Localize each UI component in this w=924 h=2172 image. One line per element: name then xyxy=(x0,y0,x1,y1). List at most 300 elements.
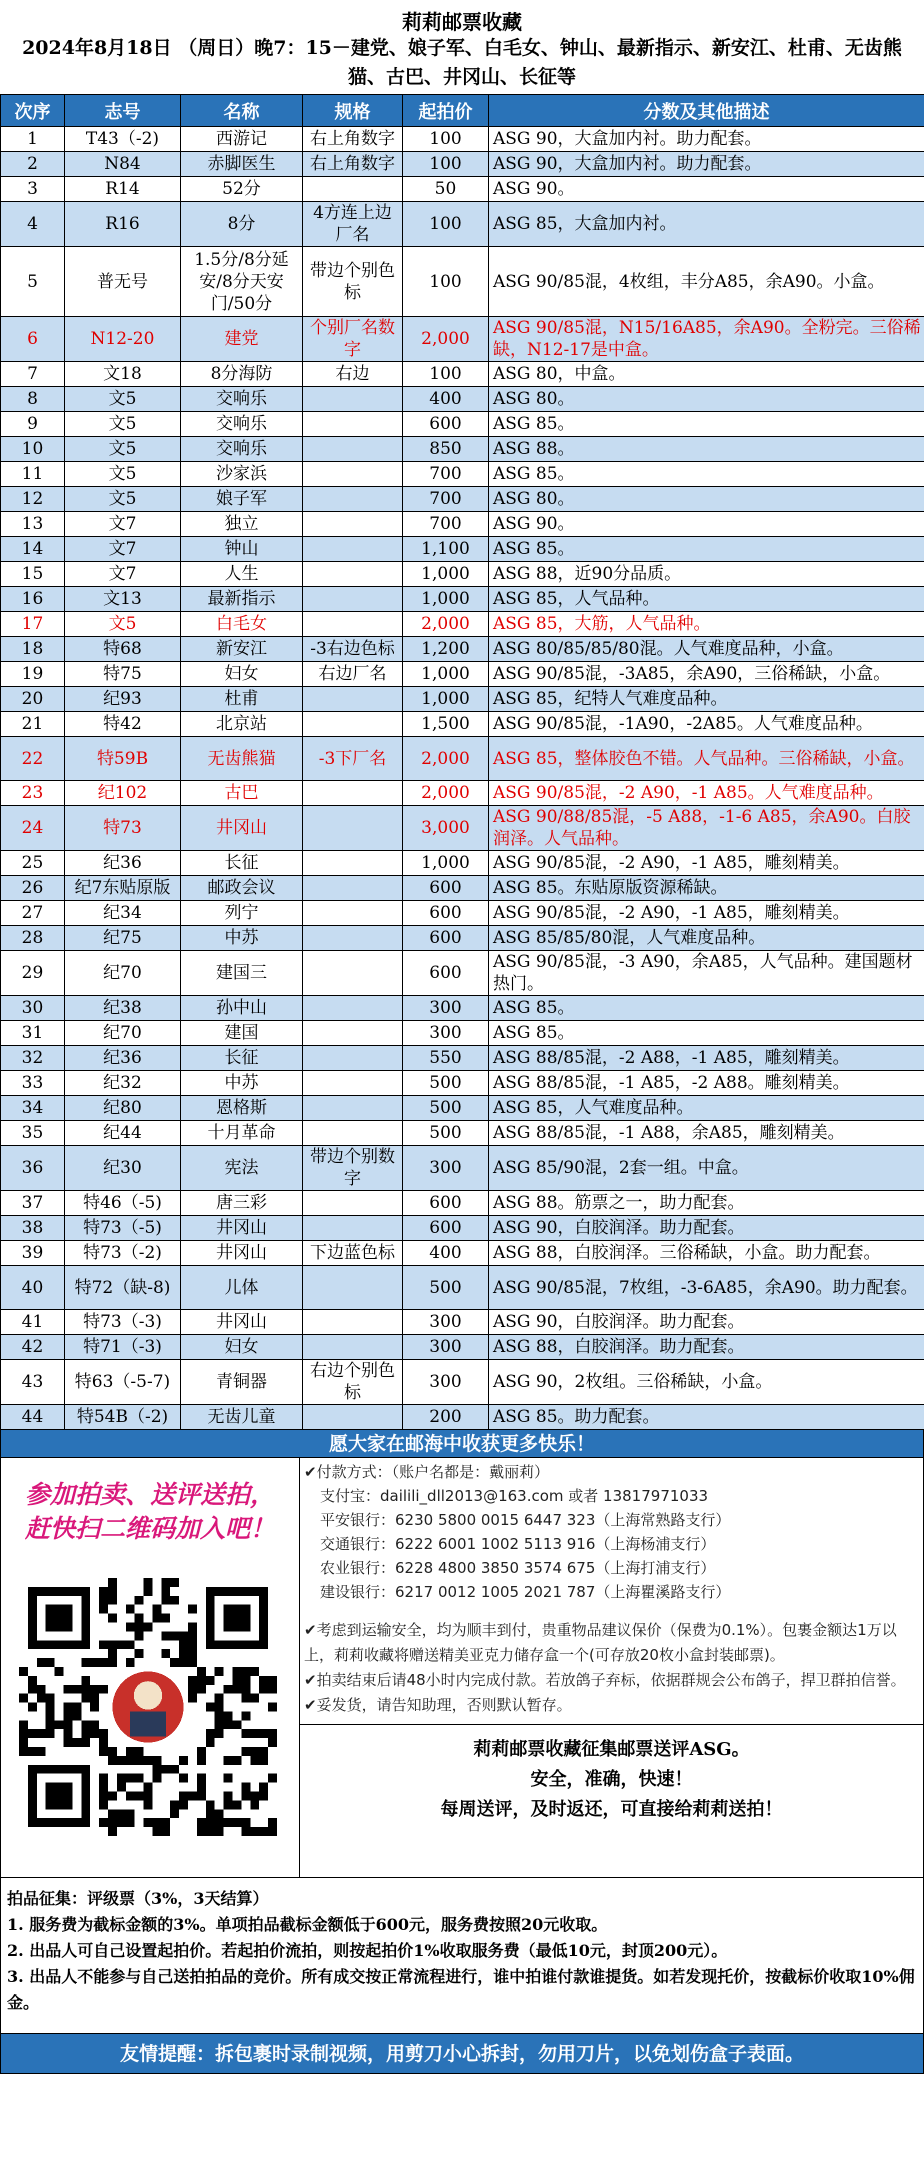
cell-desc: ASG 90，2枚组。三俗稀缺，小盒。 xyxy=(489,1360,924,1405)
cell-desc: ASG 90/85混，-1A90，-2A85。人气难度品种。 xyxy=(489,712,924,737)
cell-code: 纪44 xyxy=(65,1121,181,1146)
table-row xyxy=(1,317,924,362)
cell-no: 39 xyxy=(1,1241,65,1266)
col-header-spec: 规格 xyxy=(303,95,403,127)
cell-code: 文7 xyxy=(65,537,181,562)
cell-desc: ASG 85/85/80混，人气难度品种。 xyxy=(489,926,924,951)
cell-desc: ASG 90/85混，N15/16A85，余A90。全粉完。三俗稀缺，N12-17是中盒。 xyxy=(489,317,924,362)
promo-panel xyxy=(0,1458,300,1877)
cell-desc: ASG 90/85混，7枚组，-3-6A85，余A90。助力配套。 xyxy=(489,1266,924,1310)
promo-line-2: 赶快扫二维码加入吧！ xyxy=(24,1514,275,1543)
table-row xyxy=(1,781,924,806)
cell-price: 100 xyxy=(403,127,489,152)
table-row xyxy=(1,851,924,876)
table-row xyxy=(1,1071,924,1096)
cell-name: 中苏 xyxy=(181,1071,303,1096)
cell-code: 文5 xyxy=(65,462,181,487)
table-header-row xyxy=(1,95,924,127)
collect-line-1: 莉莉邮票收藏征集邮票送评ASG。 xyxy=(473,1739,750,1760)
terms-title: 拍品征集：评级票（3%，3天结算） xyxy=(7,1889,269,1908)
cell-no: 42 xyxy=(1,1335,65,1360)
cell-price: 300 xyxy=(403,1021,489,1046)
cell-code: N84 xyxy=(65,152,181,177)
cell-desc: ASG 90，大盒加内衬。助力配套。 xyxy=(489,152,924,177)
cell-no: 4 xyxy=(1,202,65,247)
cell-name: 赤脚医生 xyxy=(181,152,303,177)
table-row xyxy=(1,1216,924,1241)
terms-item-2: 2. 出品人可自己设置起拍价。若起拍价流拍，则按起拍价1%收取服务费（最低10元，封顶200元）。 xyxy=(7,1941,728,1960)
cell-name: 十月革命 xyxy=(181,1121,303,1146)
cell-price: 600 xyxy=(403,1216,489,1241)
cell-code: 特46（-5) xyxy=(65,1191,181,1216)
cell-name: 新安江 xyxy=(181,637,303,662)
cell-name: 交响乐 xyxy=(181,387,303,412)
cell-spec xyxy=(303,512,403,537)
qr-code-icon[interactable] xyxy=(19,1578,277,1836)
cell-desc: ASG 90/85混，-2 A90，-1 A85，雕刻精美。 xyxy=(489,901,924,926)
cell-spec: 4方连上边厂名 xyxy=(303,202,403,247)
cell-spec xyxy=(303,1335,403,1360)
cell-price: 1,000 xyxy=(403,662,489,687)
cell-price: 2,000 xyxy=(403,612,489,637)
cell-spec xyxy=(303,562,403,587)
cell-name: 沙家浜 xyxy=(181,462,303,487)
table-row xyxy=(1,612,924,637)
col-header-desc: 分数及其他描述 xyxy=(489,95,924,127)
cell-desc: ASG 90，白胶润泽。助力配套。 xyxy=(489,1216,924,1241)
cell-desc: ASG 90/85混，-3 A90，余A85，人气品种。建国题材热门。 xyxy=(489,951,924,996)
cell-no: 27 xyxy=(1,901,65,926)
table-row xyxy=(1,537,924,562)
cell-price: 1,100 xyxy=(403,537,489,562)
cell-desc: ASG 80/85/85/80混。人气难度品种，小盒。 xyxy=(489,637,924,662)
table-row xyxy=(1,587,924,612)
auction-subtitle: 2024年8月18日 （周日）晚7：15－建党、娘子军、白毛女、钟山、最新指示、新安江、杜甫、无齿熊猫、古巴、井冈山、长征等 xyxy=(22,37,902,88)
table-row xyxy=(1,1191,924,1216)
cell-desc: ASG 85。助力配套。 xyxy=(489,1405,924,1430)
cell-spec xyxy=(303,687,403,712)
cell-spec: 右边厂名 xyxy=(303,662,403,687)
cell-name: 8分海防 xyxy=(181,362,303,387)
table-row xyxy=(1,901,924,926)
cell-no: 41 xyxy=(1,1310,65,1335)
cell-spec xyxy=(303,612,403,637)
cell-spec: 带边个别数字 xyxy=(303,1146,403,1191)
cell-name: 长征 xyxy=(181,1046,303,1071)
cell-name: 无齿儿童 xyxy=(181,1405,303,1430)
cell-spec: 右上角数字 xyxy=(303,152,403,177)
cell-code: 纪34 xyxy=(65,901,181,926)
cell-desc: ASG 85。 xyxy=(489,537,924,562)
cell-desc: ASG 88，白胶润泽。助力配套。 xyxy=(489,1335,924,1360)
cell-spec xyxy=(303,412,403,437)
note-delivery: ✔妥发货，请告知助理，否则默认暂存。 xyxy=(304,1696,572,1714)
table-row xyxy=(1,512,924,537)
cell-code: 纪30 xyxy=(65,1146,181,1191)
cell-price: 300 xyxy=(403,1335,489,1360)
cell-price: 500 xyxy=(403,1121,489,1146)
cell-no: 2 xyxy=(1,152,65,177)
cell-spec: 下边蓝色标 xyxy=(303,1241,403,1266)
cell-price: 850 xyxy=(403,437,489,462)
cell-name: 娘子军 xyxy=(181,487,303,512)
cell-code: 纪7东贴原版 xyxy=(65,876,181,901)
cell-no: 25 xyxy=(1,851,65,876)
table-row xyxy=(1,806,924,851)
cell-price: 700 xyxy=(403,462,489,487)
cell-code: 纪70 xyxy=(65,951,181,996)
cell-name: 白毛女 xyxy=(181,612,303,637)
cell-desc: ASG 85，大筋，人气品种。 xyxy=(489,612,924,637)
cell-name: 建国 xyxy=(181,1021,303,1046)
cell-desc: ASG 88。筋票之一，助力配套。 xyxy=(489,1191,924,1216)
cell-desc: ASG 85。 xyxy=(489,1021,924,1046)
page-title: 莉莉邮票收藏 xyxy=(402,10,522,34)
cell-no: 15 xyxy=(1,562,65,587)
lots-table xyxy=(0,94,924,1430)
table-row xyxy=(1,387,924,412)
cell-desc: ASG 80，中盒。 xyxy=(489,362,924,387)
table-row xyxy=(1,412,924,437)
promo-line-1: 参加拍卖、送评送拍， xyxy=(24,1480,275,1509)
cell-price: 1,000 xyxy=(403,851,489,876)
consignment-terms xyxy=(0,1878,924,2034)
cell-code: 纪36 xyxy=(65,851,181,876)
cell-name: 儿体 xyxy=(181,1266,303,1310)
cell-name: 独立 xyxy=(181,512,303,537)
cell-spec: 右边 xyxy=(303,362,403,387)
table-row xyxy=(1,951,924,996)
cell-no: 22 xyxy=(1,737,65,781)
cell-desc: ASG 90/85混，4枚组，丰分A85，余A90。小盒。 xyxy=(489,247,924,317)
cell-name: 邮政会议 xyxy=(181,876,303,901)
cell-spec xyxy=(303,537,403,562)
cell-spec: 个别厂名数字 xyxy=(303,317,403,362)
cell-desc: ASG 85，人气难度品种。 xyxy=(489,1096,924,1121)
cell-desc: ASG 80。 xyxy=(489,387,924,412)
cell-desc: ASG 90，大盒加内衬。助力配套。 xyxy=(489,127,924,152)
cell-code: 特73（-2) xyxy=(65,1241,181,1266)
cell-spec xyxy=(303,1191,403,1216)
table-row xyxy=(1,712,924,737)
bank-line-4: 建设银行：6217 0012 1005 2021 787（上海瞿溪路支行） xyxy=(320,1583,731,1601)
cell-name: 井冈山 xyxy=(181,1241,303,1266)
cell-spec xyxy=(303,926,403,951)
cell-code: R16 xyxy=(65,202,181,247)
cell-no: 9 xyxy=(1,412,65,437)
cell-no: 5 xyxy=(1,247,65,317)
collect-line-3: 每周送评，及时返还，可直接给莉莉送拍！ xyxy=(440,1799,783,1820)
cell-price: 1,200 xyxy=(403,637,489,662)
table-row xyxy=(1,1241,924,1266)
cell-spec xyxy=(303,487,403,512)
cell-no: 32 xyxy=(1,1046,65,1071)
cell-no: 3 xyxy=(1,177,65,202)
cell-code: 文7 xyxy=(65,562,181,587)
table-row xyxy=(1,437,924,462)
cell-no: 36 xyxy=(1,1146,65,1191)
cell-no: 10 xyxy=(1,437,65,462)
cell-price: 1,000 xyxy=(403,687,489,712)
table-row xyxy=(1,1096,924,1121)
cell-spec xyxy=(303,951,403,996)
cell-code: 特72（缺-8) xyxy=(65,1266,181,1310)
cell-desc: ASG 88/85混，-1 A85，-2 A88。雕刻精美。 xyxy=(489,1071,924,1096)
cell-price: 1,000 xyxy=(403,587,489,612)
cell-no: 20 xyxy=(1,687,65,712)
cell-price: 600 xyxy=(403,951,489,996)
cell-name: 交响乐 xyxy=(181,412,303,437)
table-row xyxy=(1,1335,924,1360)
table-row xyxy=(1,926,924,951)
cell-code: 纪36 xyxy=(65,1046,181,1071)
table-row xyxy=(1,247,924,317)
cell-name: 宪法 xyxy=(181,1146,303,1191)
cell-code: 特63（-5-7) xyxy=(65,1360,181,1405)
cell-name: 妇女 xyxy=(181,1335,303,1360)
payment-title: ✔付款方式：（账户名都是：戴丽莉） xyxy=(304,1463,550,1481)
table-row xyxy=(1,487,924,512)
cell-name: 井冈山 xyxy=(181,1216,303,1241)
cell-spec: 带边个别色标 xyxy=(303,247,403,317)
cell-spec xyxy=(303,1096,403,1121)
cell-no: 26 xyxy=(1,876,65,901)
cell-name: 无齿熊猫 xyxy=(181,737,303,781)
cell-name: 1.5分/8分延安/8分天安门/50分 xyxy=(181,247,303,317)
cell-name: 建党 xyxy=(181,317,303,362)
cell-desc: ASG 88。 xyxy=(489,437,924,462)
cell-desc: ASG 90/85混，-2 A90，-1 A85。人气难度品种。 xyxy=(489,781,924,806)
cell-no: 12 xyxy=(1,487,65,512)
cell-no: 37 xyxy=(1,1191,65,1216)
cell-no: 24 xyxy=(1,806,65,851)
payment-panel xyxy=(300,1458,924,1877)
cell-no: 29 xyxy=(1,951,65,996)
cell-name: 8分 xyxy=(181,202,303,247)
cell-spec xyxy=(303,1121,403,1146)
cell-name: 人生 xyxy=(181,562,303,587)
cell-no: 18 xyxy=(1,637,65,662)
cell-spec: 右上角数字 xyxy=(303,127,403,152)
cell-desc: ASG 90，白胶润泽。助力配套。 xyxy=(489,1310,924,1335)
cell-code: 文5 xyxy=(65,487,181,512)
cell-code: 特75 xyxy=(65,662,181,687)
cell-desc: ASG 85。 xyxy=(489,412,924,437)
collect-line-2: 安全，准确，快速！ xyxy=(530,1769,693,1790)
alipay-line: 支付宝：dailili_dll2013@163.com 或者 13817971033 xyxy=(320,1487,709,1505)
cell-price: 200 xyxy=(403,1405,489,1430)
cell-spec xyxy=(303,1021,403,1046)
note-shipping: ✔考虑到运输安全，均为顺丰到付，贵重物品建议保价（保费为0.1%）。包裹金额达1万以上，莉莉收藏将赠送精美亚克力储存盒一个(可存放20枚小盒封装邮票)。 xyxy=(304,1621,897,1664)
cell-code: 特73（-5) xyxy=(65,1216,181,1241)
cell-code: 特73（-3) xyxy=(65,1310,181,1335)
cell-spec xyxy=(303,806,403,851)
cell-no: 21 xyxy=(1,712,65,737)
cell-name: 交响乐 xyxy=(181,437,303,462)
cell-no: 33 xyxy=(1,1071,65,1096)
cell-name: 恩格斯 xyxy=(181,1096,303,1121)
table-row xyxy=(1,662,924,687)
cell-no: 38 xyxy=(1,1216,65,1241)
cell-desc: ASG 85。 xyxy=(489,996,924,1021)
note-payment-deadline: ✔拍卖结束后请48小时内完成付款。若放鸽子弃标，依据群规会公布鸽子，捍卫群拍信誉。 xyxy=(304,1671,906,1689)
cell-price: 600 xyxy=(403,876,489,901)
cell-price: 500 xyxy=(403,1266,489,1310)
cell-code: 纪102 xyxy=(65,781,181,806)
cell-code: 特42 xyxy=(65,712,181,737)
cell-name: 北京站 xyxy=(181,712,303,737)
cell-no: 7 xyxy=(1,362,65,387)
cell-desc: ASG 90/85混，-3A85，余A90，三俗稀缺，小盒。 xyxy=(489,662,924,687)
table-row xyxy=(1,202,924,247)
cell-spec xyxy=(303,851,403,876)
cell-price: 300 xyxy=(403,996,489,1021)
cell-price: 2,000 xyxy=(403,737,489,781)
terms-item-3: 3. 出品人不能参与自己送拍拍品的竞价。所有成交按正常流程进行，谁中拍谁付款谁提货。如若发现托价，按截标价收取10%佣金。 xyxy=(7,1967,915,2012)
cell-no: 28 xyxy=(1,926,65,951)
cell-spec xyxy=(303,1071,403,1096)
cell-desc: ASG 90。 xyxy=(489,177,924,202)
cell-desc: ASG 90/88/85混，-5 A88，-1-6 A85，余A90。白胶润泽。人气品种。 xyxy=(489,806,924,851)
cell-code: 文7 xyxy=(65,512,181,537)
cell-desc: ASG 85，纪特人气难度品种。 xyxy=(489,687,924,712)
cell-code: 纪38 xyxy=(65,996,181,1021)
cell-price: 500 xyxy=(403,1071,489,1096)
cell-no: 6 xyxy=(1,317,65,362)
cell-code: T43（-2) xyxy=(65,127,181,152)
cell-code: 特73 xyxy=(65,806,181,851)
cell-name: 孙中山 xyxy=(181,996,303,1021)
table-row xyxy=(1,1310,924,1335)
cell-desc: ASG 80。 xyxy=(489,487,924,512)
table-row xyxy=(1,996,924,1021)
cell-spec xyxy=(303,901,403,926)
table-row xyxy=(1,562,924,587)
table-row xyxy=(1,1021,924,1046)
cell-price: 400 xyxy=(403,387,489,412)
table-row xyxy=(1,1046,924,1071)
cell-name: 建国三 xyxy=(181,951,303,996)
cell-code: 特59B xyxy=(65,737,181,781)
cell-spec xyxy=(303,1310,403,1335)
cell-price: 300 xyxy=(403,1360,489,1405)
cell-price: 100 xyxy=(403,202,489,247)
cell-desc: ASG 88/85混，-2 A88，-1 A85，雕刻精美。 xyxy=(489,1046,924,1071)
cell-price: 2,000 xyxy=(403,781,489,806)
cell-no: 35 xyxy=(1,1121,65,1146)
cell-price: 600 xyxy=(403,1191,489,1216)
cell-price: 100 xyxy=(403,247,489,317)
cell-no: 30 xyxy=(1,996,65,1021)
cell-price: 600 xyxy=(403,412,489,437)
cell-code: 普无号 xyxy=(65,247,181,317)
cell-price: 2,000 xyxy=(403,317,489,362)
cell-price: 550 xyxy=(403,1046,489,1071)
cell-name: 杜甫 xyxy=(181,687,303,712)
cell-spec: -3右边色标 xyxy=(303,637,403,662)
cell-name: 古巴 xyxy=(181,781,303,806)
cell-no: 31 xyxy=(1,1021,65,1046)
cell-price: 700 xyxy=(403,512,489,537)
cell-no: 14 xyxy=(1,537,65,562)
cell-spec xyxy=(303,996,403,1021)
cell-spec xyxy=(303,1046,403,1071)
cell-code: 文13 xyxy=(65,587,181,612)
col-header-price: 起拍价 xyxy=(403,95,489,127)
cell-price: 3,000 xyxy=(403,806,489,851)
cell-code: 纪80 xyxy=(65,1096,181,1121)
cell-desc: ASG 85，大盒加内衬。 xyxy=(489,202,924,247)
cell-no: 13 xyxy=(1,512,65,537)
table-row xyxy=(1,687,924,712)
cell-no: 43 xyxy=(1,1360,65,1405)
table-row xyxy=(1,876,924,901)
cell-price: 50 xyxy=(403,177,489,202)
table-row xyxy=(1,1360,924,1405)
cell-desc: ASG 88，近90分品质。 xyxy=(489,562,924,587)
cell-desc: ASG 88，白胶润泽。三俗稀缺，小盒。助力配套。 xyxy=(489,1241,924,1266)
cell-name: 钟山 xyxy=(181,537,303,562)
wish-banner: 愿大家在邮海中收获更多快乐！ xyxy=(0,1430,924,1458)
cell-name: 妇女 xyxy=(181,662,303,687)
cell-name: 中苏 xyxy=(181,926,303,951)
cell-name: 西游记 xyxy=(181,127,303,152)
cell-price: 400 xyxy=(403,1241,489,1266)
cell-code: 文5 xyxy=(65,412,181,437)
cell-desc: ASG 88/85混，-1 A88，余A85，雕刻精美。 xyxy=(489,1121,924,1146)
footer-reminder: 友情提醒：拆包裹时录制视频，用剪刀小心拆封，勿用刀片，以免划伤盒子表面。 xyxy=(0,2034,924,2074)
cell-price: 600 xyxy=(403,901,489,926)
cell-no: 44 xyxy=(1,1405,65,1430)
cell-code: 纪70 xyxy=(65,1021,181,1046)
cell-code: R14 xyxy=(65,177,181,202)
cell-price: 100 xyxy=(403,362,489,387)
cell-code: 文18 xyxy=(65,362,181,387)
table-row xyxy=(1,127,924,152)
cell-code: 纪32 xyxy=(65,1071,181,1096)
cell-price: 300 xyxy=(403,1146,489,1191)
table-row xyxy=(1,637,924,662)
cell-price: 100 xyxy=(403,152,489,177)
cell-spec xyxy=(303,587,403,612)
cell-desc: ASG 90/85混，-2 A90，-1 A85，雕刻精美。 xyxy=(489,851,924,876)
cell-desc: ASG 85，人气品种。 xyxy=(489,587,924,612)
cell-name: 唐三彩 xyxy=(181,1191,303,1216)
table-row xyxy=(1,152,924,177)
cell-code: 文5 xyxy=(65,612,181,637)
cell-price: 500 xyxy=(403,1096,489,1121)
table-row xyxy=(1,1121,924,1146)
cell-code: 特71（-3) xyxy=(65,1335,181,1360)
cell-no: 8 xyxy=(1,387,65,412)
cell-spec xyxy=(303,387,403,412)
shipping-notes xyxy=(300,1604,923,1718)
table-row xyxy=(1,1146,924,1191)
cell-code: 特54B（-2) xyxy=(65,1405,181,1430)
table-row xyxy=(1,1405,924,1430)
cell-no: 16 xyxy=(1,587,65,612)
table-row xyxy=(1,177,924,202)
col-header-code: 志号 xyxy=(65,95,181,127)
cell-no: 11 xyxy=(1,462,65,487)
cell-spec xyxy=(303,876,403,901)
promo-text xyxy=(1,1458,299,1546)
cell-desc: ASG 85，整体胶色不错。人气品种。三俗稀缺，小盒。 xyxy=(489,737,924,781)
cell-desc: ASG 90。 xyxy=(489,512,924,537)
cell-spec: 右边个别色标 xyxy=(303,1360,403,1405)
cell-spec xyxy=(303,1405,403,1430)
table-row xyxy=(1,362,924,387)
